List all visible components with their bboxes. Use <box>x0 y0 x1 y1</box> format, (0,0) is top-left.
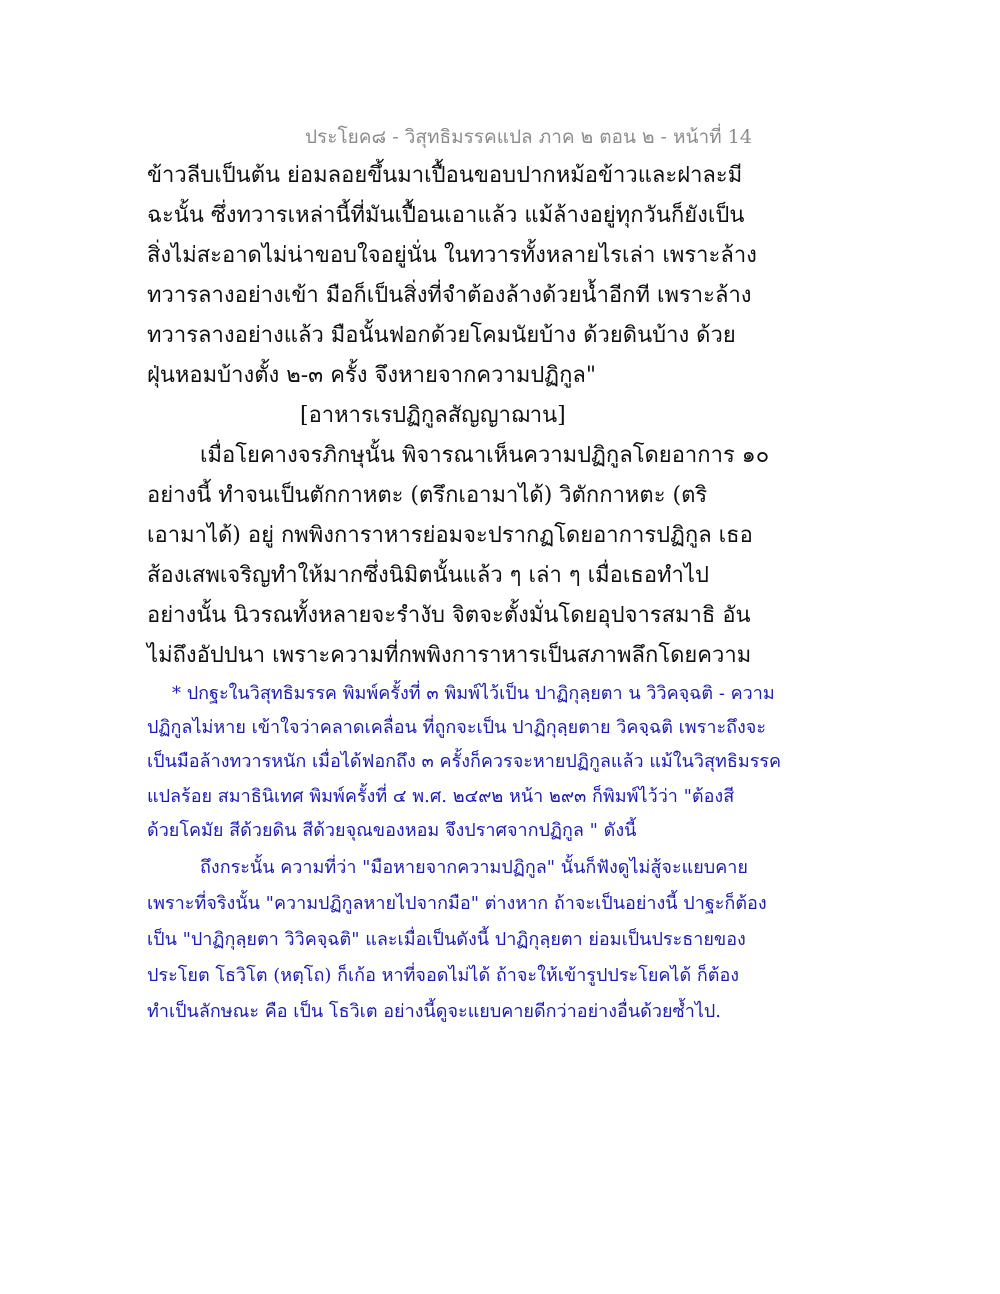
body-line: ฉะนั้น ซึ่งทวารเหล่านี้ที่มันเปื้อนเอาแล้ว แม้ล้างอยู่ทุกวันก็ยังเป็น <box>147 203 745 228</box>
body-line: เอามาได้) อยู่ กพพิงการาหารย่อมจะปรากฏโดยอาการปฏิกูล เธอ <box>147 523 753 548</box>
body-line: เมื่อโยคางจรภิกษุนั้น พิจารณาเห็นความปฏิกูลโดยอาการ ๑๐ <box>200 443 770 468</box>
body-line: ทวารลางอย่างแล้ว มือนั้นฟอกด้วยโคมนัยบ้าง ด้วยดินบ้าง ด้วย <box>147 323 736 348</box>
body-line: ฝุ่นหอมบ้างตั้ง ๒-๓ ครั้ง จึงหายจากความปฏิกูล" <box>147 363 596 388</box>
footnote-line: เป็นมือล้างทวารหนัก เมื่อได้ฟอกถึง ๓ ครั้งก็ควรจะหายปฏิกูลแล้ว แม้ในวิสุทธิมรรค <box>147 751 782 772</box>
footnote-line: * ปกฐะในวิสุทธิมรรค พิมพ์ครั้งที่ ๓ พิมพ์ไว้เป็น ปาฏิกุลฺยตา น วิวิคจฺฉติ - ความ <box>172 683 775 704</box>
footnote-line: ทำเป็นลักษณะ คือ เป็น โธวิเต อย่างนี้ดูจะแยบคายดีกว่าอย่างอื่นด้วยซ้ำไป. <box>147 1001 722 1022</box>
footnote-line: เพราะที่จริงนั้น "ความปฏิกูลหายไปจากมือ" ต่างหาก ถ้าจะเป็นอย่างนี้ ปาฐะก็ต้อง <box>147 893 767 914</box>
section-heading: [อาหารเรปฏิกูลสัญญาฌาน] <box>300 403 566 428</box>
footnote-line: ปฏิกูลไม่หาย เข้าใจว่าคลาดเคลื่อน ที่ถูกจะเป็น ปาฏิกุลฺยตาย วิคจฺฉติ เพราะถึงจะ <box>147 717 767 738</box>
body-line: ข้าวลีบเป็นต้น ย่อมลอยขึ้นมาเปื้อนขอบปากหม้อข้าวและฝาละมี <box>147 163 743 188</box>
footnote-line: ประโยต โธวิโต (หตฺโถ) ก็เก้อ หาที่จอดไม่ได้ ถ้าจะให้เข้ารูปประโยคได้ ก็ต้อง <box>147 965 740 986</box>
body-line: ส้องเสพเจริญทำให้มากซึ่งนิมิตนั้นแล้ว ๆ เล่า ๆ เมื่อเธอทำไป <box>147 563 709 588</box>
footnote-line: แปลร้อย สมาธินิเทศ พิมพ์ครั้งที่ ๔ พ.ศ. ๒๔๙๒ หน้า ๒๙๓ ก็พิมพ์ไว้ว่า "ต้องสี <box>147 786 735 807</box>
footnote-line: ด้วยโคมัย สีด้วยดิน สีด้วยจุณของหอม จึงปราศจากปฏิกูล " ดังนี้ <box>147 820 637 841</box>
body-line: ทวารลางอย่างเข้า มือก็เป็นสิ่งที่จำต้องล้างด้วยน้ำอีกที เพราะล้าง <box>147 283 752 308</box>
body-line: ไม่ถึงอัปปนา เพราะความที่กพพิงการาหารเป็นสภาพลึกโดยความ <box>147 643 752 668</box>
footnote-line: เป็น "ปาฏิกุลฺยตา วิวิคจฺฉติ" และเมื่อเป็นดังนี้ ปาฏิกุลฺยตา ย่อมเป็นประธายของ <box>147 929 746 950</box>
footnote-line: ถึงกระนั้น ความที่ว่า "มือหายจากความปฏิกูล" นั้นก็ฟังดูไม่สู้จะแยบคาย <box>200 857 748 878</box>
body-line: อย่างนี้ ทำจนเป็นตักกาหตะ (ตรึกเอามาได้) วิตักกาหตะ (ตริ <box>147 483 708 508</box>
body-line: สิ่งไม่สะอาดไม่น่าขอบใจอยู่นั่น ในทวารทั้งหลายไรเล่า เพราะล้าง <box>147 243 757 268</box>
page-header: ประโยค๘ - วิสุทธิมรรคแปล ภาค ๒ ตอน ๒ - หน้าที่ 14 <box>305 126 752 148</box>
body-line: อย่างนั้น นิวรณทั้งหลายจะรำงับ จิตจะตั้งมั่นโดยอุปจารสมาธิ อัน <box>147 603 751 628</box>
